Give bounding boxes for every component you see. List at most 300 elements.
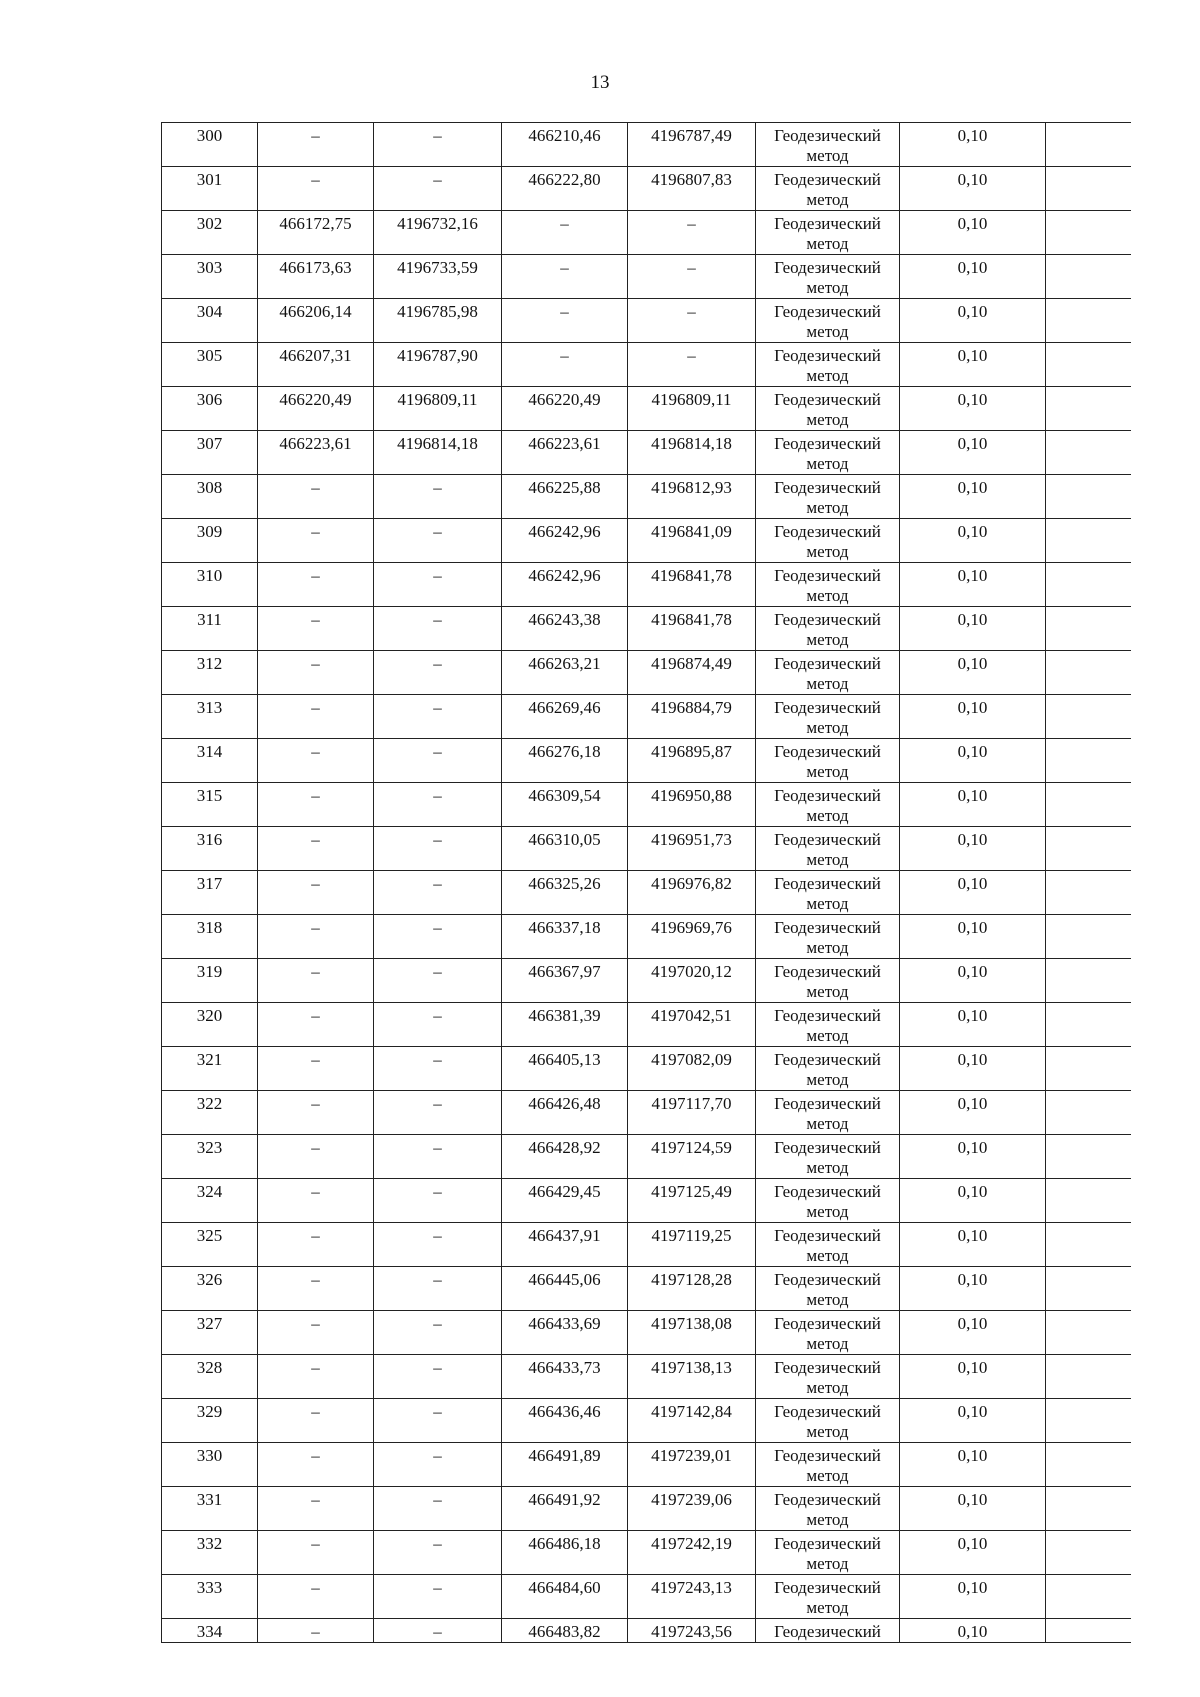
empty-cell — [1046, 1135, 1131, 1179]
method-cell — [756, 651, 900, 695]
cell-value: – — [311, 962, 320, 981]
cell-value: 304 — [196, 302, 223, 321]
method-cell — [756, 299, 900, 343]
cell-value: 321 — [196, 1050, 223, 1069]
new-x-cell — [502, 739, 628, 783]
cell-value: – — [311, 610, 320, 629]
new-x-cell — [502, 299, 628, 343]
method-cell — [756, 1399, 900, 1443]
cell-value: 310 — [196, 566, 223, 585]
cell-value: 316 — [196, 830, 223, 849]
old-x-cell — [258, 959, 374, 1003]
cell-value — [1046, 827, 1131, 830]
empty-cell — [1046, 1619, 1131, 1643]
cell-value: 331 — [196, 1490, 223, 1509]
old-y-cell — [374, 1487, 502, 1531]
table-row — [162, 651, 1131, 695]
new-y-cell — [628, 343, 756, 387]
cell-value: 323 — [196, 1138, 223, 1157]
new-y-cell — [628, 1003, 756, 1047]
cell-value: 313 — [196, 698, 223, 717]
cell-value: 329 — [196, 1402, 223, 1421]
accuracy-cell — [900, 211, 1046, 255]
cell-value: 466269,46 — [528, 698, 601, 717]
new-x-cell — [502, 431, 628, 475]
cell-value: – — [311, 1358, 320, 1377]
cell-value: 4197239,01 — [651, 1446, 732, 1465]
accuracy-cell — [900, 959, 1046, 1003]
old-x-cell — [258, 1047, 374, 1091]
cell-value: Геодезический метод — [774, 1446, 881, 1485]
point-number-cell — [162, 123, 258, 167]
accuracy-cell — [900, 871, 1046, 915]
cell-value: 466223,61 — [279, 434, 352, 453]
cell-value: Геодезический метод — [774, 742, 881, 781]
new-y-cell — [628, 1443, 756, 1487]
cell-value: 0,10 — [957, 258, 988, 277]
point-number-cell — [162, 1487, 258, 1531]
cell-value: – — [433, 1446, 442, 1465]
new-x-cell — [502, 1267, 628, 1311]
table-row — [162, 519, 1131, 563]
cell-value — [1046, 1619, 1131, 1622]
point-number-cell — [162, 475, 258, 519]
point-number-cell — [162, 1091, 258, 1135]
cell-value: Геодезический метод — [774, 566, 881, 605]
cell-value: Геодезический метод — [774, 478, 881, 517]
point-number-cell — [162, 1003, 258, 1047]
point-number-cell — [162, 827, 258, 871]
cell-value: – — [687, 258, 696, 277]
new-y-cell — [628, 1047, 756, 1091]
cell-value: 4196841,78 — [651, 566, 732, 585]
cell-value: – — [433, 610, 442, 629]
old-x-cell — [258, 255, 374, 299]
new-y-cell — [628, 1179, 756, 1223]
point-number-cell — [162, 1311, 258, 1355]
cell-value: 0,10 — [957, 1182, 988, 1201]
old-y-cell — [374, 255, 502, 299]
method-cell — [756, 1223, 900, 1267]
cell-value: – — [433, 1314, 442, 1333]
cell-value: 466491,92 — [528, 1490, 601, 1509]
cell-value: – — [433, 1490, 442, 1509]
cell-value: – — [311, 126, 320, 145]
cell-value: – — [311, 830, 320, 849]
cell-value: 317 — [196, 874, 223, 893]
cell-value: Геодезический — [774, 1622, 881, 1641]
table-row — [162, 255, 1131, 299]
table-row — [162, 1311, 1131, 1355]
new-y-cell — [628, 255, 756, 299]
old-y-cell — [374, 1575, 502, 1619]
cell-value: – — [311, 1138, 320, 1157]
cell-value: 4196950,88 — [651, 786, 732, 805]
method-cell — [756, 1179, 900, 1223]
cell-value: – — [311, 1270, 320, 1289]
cell-value: 4196814,18 — [651, 434, 732, 453]
cell-value: 466483,82 — [528, 1622, 601, 1641]
accuracy-cell — [900, 1443, 1046, 1487]
accuracy-cell — [900, 827, 1046, 871]
old-x-cell — [258, 607, 374, 651]
new-x-cell — [502, 1531, 628, 1575]
point-number-cell — [162, 167, 258, 211]
empty-cell — [1046, 1487, 1131, 1531]
accuracy-cell — [900, 475, 1046, 519]
empty-cell — [1046, 475, 1131, 519]
empty-cell — [1046, 1575, 1131, 1619]
accuracy-cell — [900, 387, 1046, 431]
accuracy-cell — [900, 1355, 1046, 1399]
empty-cell — [1046, 299, 1131, 343]
old-x-cell — [258, 1575, 374, 1619]
cell-value: – — [311, 654, 320, 673]
old-y-cell — [374, 915, 502, 959]
method-cell — [756, 123, 900, 167]
cell-value: 4196785,98 — [397, 302, 478, 321]
cell-value: Геодезический метод — [774, 1006, 881, 1045]
cell-value: – — [311, 918, 320, 937]
cell-value: – — [311, 1622, 320, 1641]
cell-value: 4196787,49 — [651, 126, 732, 145]
cell-value: 466207,31 — [279, 346, 352, 365]
cell-value: 0,10 — [957, 1270, 988, 1289]
cell-value: – — [433, 1270, 442, 1289]
empty-cell — [1046, 1223, 1131, 1267]
cell-value: – — [687, 214, 696, 233]
cell-value: 301 — [196, 170, 223, 189]
cell-value — [1046, 1267, 1131, 1270]
old-y-cell — [374, 607, 502, 651]
cell-value: – — [433, 918, 442, 937]
cell-value — [1046, 651, 1131, 654]
table-row — [162, 123, 1131, 167]
old-y-cell — [374, 1135, 502, 1179]
page-number: 13 — [590, 72, 610, 93]
cell-value — [1046, 431, 1131, 434]
empty-cell — [1046, 607, 1131, 651]
new-y-cell — [628, 475, 756, 519]
new-x-cell — [502, 1311, 628, 1355]
point-number-cell — [162, 607, 258, 651]
new-y-cell — [628, 431, 756, 475]
cell-value: 0,10 — [957, 214, 988, 233]
cell-value: 466222,80 — [528, 170, 601, 189]
cell-value: 466433,73 — [528, 1358, 601, 1377]
new-y-cell — [628, 651, 756, 695]
new-y-cell — [628, 871, 756, 915]
new-y-cell — [628, 1267, 756, 1311]
table-row — [162, 1179, 1131, 1223]
old-y-cell — [374, 1047, 502, 1091]
point-number-cell — [162, 1575, 258, 1619]
old-x-cell — [258, 563, 374, 607]
method-cell — [756, 607, 900, 651]
accuracy-cell — [900, 1179, 1046, 1223]
cell-value: 0,10 — [957, 170, 988, 189]
point-number-cell — [162, 1399, 258, 1443]
cell-value: – — [433, 1226, 442, 1245]
old-y-cell — [374, 871, 502, 915]
cell-value: 466433,69 — [528, 1314, 601, 1333]
cell-value — [1046, 1179, 1131, 1182]
cell-value: – — [433, 1358, 442, 1377]
method-cell — [756, 519, 900, 563]
new-x-cell — [502, 871, 628, 915]
old-x-cell — [258, 431, 374, 475]
old-y-cell — [374, 519, 502, 563]
empty-cell — [1046, 1355, 1131, 1399]
cell-value: 466263,21 — [528, 654, 601, 673]
cell-value: 305 — [196, 346, 223, 365]
cell-value: 466426,48 — [528, 1094, 601, 1113]
point-number-cell — [162, 1619, 258, 1643]
cell-value: 466243,38 — [528, 610, 601, 629]
empty-cell — [1046, 871, 1131, 915]
cell-value: 466436,46 — [528, 1402, 601, 1421]
accuracy-cell — [900, 1223, 1046, 1267]
point-number-cell — [162, 431, 258, 475]
cell-value: Геодезический метод — [774, 1490, 881, 1529]
cell-value: 466242,96 — [528, 522, 601, 541]
cell-value: 0,10 — [957, 1402, 988, 1421]
cell-value: Геодезический метод — [774, 258, 881, 297]
cell-value: 466429,45 — [528, 1182, 601, 1201]
cell-value: Геодезический метод — [774, 1182, 881, 1221]
empty-cell — [1046, 343, 1131, 387]
cell-value: – — [433, 170, 442, 189]
new-x-cell — [502, 607, 628, 651]
empty-cell — [1046, 959, 1131, 1003]
old-y-cell — [374, 739, 502, 783]
accuracy-cell — [900, 1487, 1046, 1531]
point-number-cell — [162, 915, 258, 959]
cell-value: – — [311, 1182, 320, 1201]
cell-value: – — [433, 874, 442, 893]
cell-value: 0,10 — [957, 1006, 988, 1025]
accuracy-cell — [900, 519, 1046, 563]
cell-value: 466242,96 — [528, 566, 601, 585]
new-x-cell — [502, 1135, 628, 1179]
table-row — [162, 475, 1131, 519]
cell-value: Геодезический метод — [774, 1314, 881, 1353]
new-y-cell — [628, 695, 756, 739]
table-row — [162, 1531, 1131, 1575]
cell-value: 466337,18 — [528, 918, 601, 937]
cell-value: 466206,14 — [279, 302, 352, 321]
empty-cell — [1046, 431, 1131, 475]
cell-value: – — [433, 698, 442, 717]
new-x-cell — [502, 123, 628, 167]
table-row — [162, 167, 1131, 211]
new-x-cell — [502, 651, 628, 695]
cell-value: 4197082,09 — [651, 1050, 732, 1069]
old-y-cell — [374, 1443, 502, 1487]
cell-value: 466220,49 — [528, 390, 601, 409]
cell-value: 4196809,11 — [397, 390, 478, 409]
table-row — [162, 387, 1131, 431]
cell-value: – — [433, 962, 442, 981]
cell-value: Геодезический метод — [774, 610, 881, 649]
cell-value: – — [311, 566, 320, 585]
cell-value — [1046, 519, 1131, 522]
cell-value: – — [311, 1006, 320, 1025]
cell-value: 327 — [196, 1314, 223, 1333]
cell-value: 466172,75 — [279, 214, 352, 233]
table-body — [162, 123, 1131, 1643]
old-y-cell — [374, 431, 502, 475]
new-x-cell — [502, 255, 628, 299]
accuracy-cell — [900, 299, 1046, 343]
accuracy-cell — [900, 651, 1046, 695]
cell-value — [1046, 1311, 1131, 1314]
empty-cell — [1046, 1003, 1131, 1047]
table-row — [162, 783, 1131, 827]
new-y-cell — [628, 123, 756, 167]
empty-cell — [1046, 827, 1131, 871]
new-y-cell — [628, 1619, 756, 1643]
cell-value: 466173,63 — [279, 258, 352, 277]
new-y-cell — [628, 1311, 756, 1355]
old-y-cell — [374, 1531, 502, 1575]
new-x-cell — [502, 387, 628, 431]
cell-value: 315 — [196, 786, 223, 805]
cell-value: Геодезический метод — [774, 654, 881, 693]
table-row — [162, 739, 1131, 783]
cell-value: 320 — [196, 1006, 223, 1025]
old-x-cell — [258, 123, 374, 167]
table-row — [162, 959, 1131, 1003]
cell-value: 0,10 — [957, 302, 988, 321]
new-x-cell — [502, 959, 628, 1003]
new-y-cell — [628, 959, 756, 1003]
cell-value: 4197142,84 — [651, 1402, 732, 1421]
old-y-cell — [374, 475, 502, 519]
cell-value: 4197119,25 — [651, 1226, 732, 1245]
empty-cell — [1046, 739, 1131, 783]
accuracy-cell — [900, 607, 1046, 651]
empty-cell — [1046, 1399, 1131, 1443]
new-x-cell — [502, 1619, 628, 1643]
accuracy-cell — [900, 167, 1046, 211]
cell-value — [1046, 695, 1131, 698]
cell-value: Геодезический метод — [774, 302, 881, 341]
cell-value: 333 — [196, 1578, 223, 1597]
table-row — [162, 1487, 1131, 1531]
cell-value: Геодезический метод — [774, 346, 881, 385]
method-cell — [756, 1135, 900, 1179]
old-y-cell — [374, 827, 502, 871]
cell-value: – — [311, 1314, 320, 1333]
new-x-cell — [502, 211, 628, 255]
cell-value: 4196809,11 — [651, 390, 732, 409]
new-y-cell — [628, 1487, 756, 1531]
accuracy-cell — [900, 1091, 1046, 1135]
method-cell — [756, 871, 900, 915]
cell-value: Геодезический метод — [774, 1402, 881, 1441]
cell-value: – — [433, 1402, 442, 1421]
old-x-cell — [258, 695, 374, 739]
cell-value: 325 — [196, 1226, 223, 1245]
cell-value: 314 — [196, 742, 223, 761]
old-y-cell — [374, 959, 502, 1003]
old-y-cell — [374, 1399, 502, 1443]
method-cell — [756, 1487, 900, 1531]
new-y-cell — [628, 211, 756, 255]
cell-value: – — [311, 1578, 320, 1597]
accuracy-cell — [900, 739, 1046, 783]
cell-value: 4196841,78 — [651, 610, 732, 629]
point-number-cell — [162, 299, 258, 343]
method-cell — [756, 1443, 900, 1487]
new-y-cell — [628, 1223, 756, 1267]
new-y-cell — [628, 607, 756, 651]
cell-value: Геодезический метод — [774, 918, 881, 957]
cell-value: 466309,54 — [528, 786, 601, 805]
cell-value: 4196884,79 — [651, 698, 732, 717]
accuracy-cell — [900, 1619, 1046, 1643]
cell-value: 4197124,59 — [651, 1138, 732, 1157]
cell-value: 334 — [196, 1622, 223, 1641]
cell-value — [1046, 563, 1131, 566]
cell-value: – — [433, 1534, 442, 1553]
new-y-cell — [628, 1575, 756, 1619]
point-number-cell — [162, 959, 258, 1003]
cell-value: – — [433, 1182, 442, 1201]
new-x-cell — [502, 519, 628, 563]
cell-value: 466486,18 — [528, 1534, 601, 1553]
cell-value: Геодезический метод — [774, 830, 881, 869]
cell-value — [1046, 1355, 1131, 1358]
new-x-cell — [502, 827, 628, 871]
point-number-cell — [162, 739, 258, 783]
cell-value: 0,10 — [957, 1622, 988, 1641]
accuracy-cell — [900, 1003, 1046, 1047]
cell-value: 0,10 — [957, 126, 988, 145]
cell-value: 4196841,09 — [651, 522, 732, 541]
old-y-cell — [374, 387, 502, 431]
old-y-cell — [374, 695, 502, 739]
old-x-cell — [258, 1487, 374, 1531]
old-x-cell — [258, 783, 374, 827]
table-row — [162, 211, 1131, 255]
cell-value: 308 — [196, 478, 223, 497]
method-cell — [756, 211, 900, 255]
point-number-cell — [162, 563, 258, 607]
method-cell — [756, 343, 900, 387]
table-row — [162, 1003, 1131, 1047]
cell-value: – — [311, 874, 320, 893]
new-y-cell — [628, 299, 756, 343]
cell-value: 311 — [197, 610, 222, 629]
cell-value: Геодезический метод — [774, 962, 881, 1001]
cell-value: 0,10 — [957, 698, 988, 717]
point-number-cell — [162, 1443, 258, 1487]
cell-value: – — [433, 478, 442, 497]
point-number-cell — [162, 783, 258, 827]
new-x-cell — [502, 1399, 628, 1443]
new-y-cell — [628, 563, 756, 607]
cell-value: 466225,88 — [528, 478, 601, 497]
cell-value: – — [311, 1490, 320, 1509]
cell-value — [1046, 475, 1131, 478]
cell-value: 328 — [196, 1358, 223, 1377]
cell-value: 0,10 — [957, 742, 988, 761]
empty-cell — [1046, 519, 1131, 563]
method-cell — [756, 167, 900, 211]
new-x-cell — [502, 1575, 628, 1619]
